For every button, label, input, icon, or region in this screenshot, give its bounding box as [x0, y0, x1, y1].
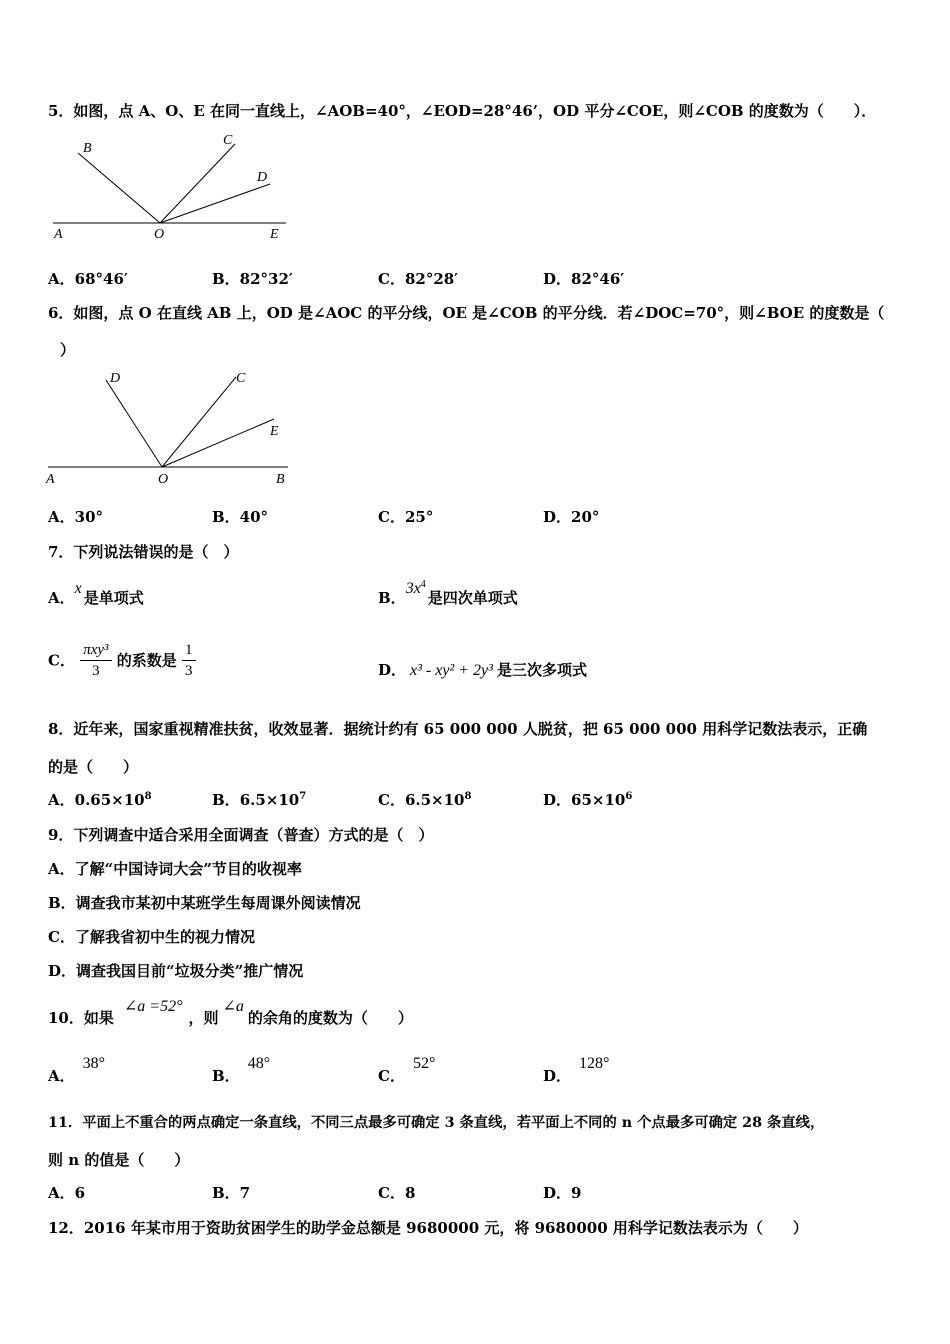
q8-stem-end: 的是（ ）	[48, 758, 139, 776]
q8-option-d: D．$65\times 10^6$	[543, 791, 633, 809]
q6-label-b: B	[276, 472, 285, 487]
q6-label-e: E	[270, 424, 279, 439]
q5-label-e: E	[270, 227, 279, 242]
q6-option-c: C．25°	[378, 508, 434, 526]
q10-option-a: A．38°	[48, 1055, 106, 1085]
q5-stem: 5．如图，点 A、O、E 在同一直线上，∠AOB=40°，∠EOD=28°46’，OD 平分∠COE，则∠COB 的度数为（ ）．	[48, 102, 877, 120]
q7-stem: 7．下列说法错误的是（ ）	[48, 543, 239, 561]
q5-label-b: B	[83, 141, 92, 156]
q11-stem-end: 则 n 的值是（ ）	[48, 1151, 190, 1169]
q5-label-a: A	[54, 227, 63, 242]
q5-option-c: C．82°28′	[378, 270, 459, 288]
q8-option-b: B．$6.5\times 10^7$	[212, 791, 307, 809]
q6-label-a: A	[46, 472, 55, 487]
q7-c-coef-fraction: $\frac{1}{3}$	[182, 640, 196, 681]
q11-stem: 11．平面上不重合的两点确定一条直线，不同三点最多可确定 3 条直线，若平面上不同的 n 个点最多可确定 28 条直线，	[48, 1115, 825, 1131]
q5-label-c: C	[223, 133, 233, 148]
q9-stem: 9．下列调查中适合采用全面调查（普查）方式的是（ ）	[48, 826, 434, 844]
q5-option-b: B．82°32′	[212, 270, 293, 288]
q10-option-c: C．52°	[378, 1055, 436, 1085]
q6-label-c: C	[236, 371, 246, 386]
q6-option-b: B．40°	[212, 508, 269, 526]
q5-figure	[48, 128, 293, 243]
q6-option-a: A．30°	[48, 508, 104, 526]
q10-option-b: B．48°	[212, 1055, 271, 1085]
q7-option-c: C． $\frac{\text{πxy³}}{3}$ 的系数是 $\frac{1}{3}$	[48, 640, 196, 681]
q7-option-b: B．$3x^4$是四次单项式	[378, 579, 518, 607]
q5-label-d: D	[257, 170, 268, 185]
q9-option-c: C．了解我省初中生的视力情况	[48, 928, 255, 946]
q9-option-a: A．了解“中国诗词大会”节目的收视率	[48, 860, 302, 878]
q9-option-d: D．调查我国目前“垃圾分类”推广情况	[48, 962, 304, 980]
q10-stem: 10．如果∠a =52°，则∠a的余角的度数为（ ）	[48, 998, 413, 1027]
q9-option-b: B．调查我市某初中某班学生每周课外阅读情况	[48, 894, 361, 912]
q7-option-d: D． x³ - xy² + 2y³ 是三次多项式	[378, 661, 587, 679]
q10-option-d: D．128°	[543, 1055, 610, 1085]
q8-stem: 8．近年来，国家重视精准扶贫，收效显著．据统计约有 65 000 000 人脱贫，把 65 000 000 用科学记数法表示，正确	[48, 720, 868, 738]
q8-option-c: C．$6.5\times 10^8$	[378, 791, 472, 809]
q5-option-a: A．68°46′	[48, 270, 128, 288]
q5-option-d: D．82°46′	[543, 270, 625, 288]
q6-label-o: O	[158, 472, 169, 487]
q7-option-a: A．x是单项式	[48, 580, 144, 607]
q11-option-a: A．6	[48, 1184, 86, 1202]
q11-option-d: D．9	[543, 1184, 582, 1202]
q6-option-d: D．20°	[543, 508, 600, 526]
q11-option-b: B．7	[212, 1184, 251, 1202]
q6-stem-end: ）	[60, 341, 76, 359]
q8-option-a: A．$0.65\times 10^8$	[48, 791, 152, 809]
q6-stem: 6．如图，点 O 在直线 AB 上，OD 是∠AOC 的平分线，OE 是∠COB 的平分线．若∠DOC=70°，则∠BOE 的度数是（	[48, 304, 885, 322]
q5-label-o: O	[154, 227, 165, 242]
q12-stem: 12．2016 年某市用于资助贫困学生的助学金总额是 9680000 元，将 9680000 用科学记数法表示为（ ）	[48, 1219, 808, 1237]
q7-c-fraction: $\frac{\text{πxy³}}{3}$	[80, 640, 111, 681]
q6-figure	[44, 367, 292, 489]
q11-option-c: C．8	[378, 1184, 416, 1202]
q6-label-d: D	[110, 371, 121, 386]
